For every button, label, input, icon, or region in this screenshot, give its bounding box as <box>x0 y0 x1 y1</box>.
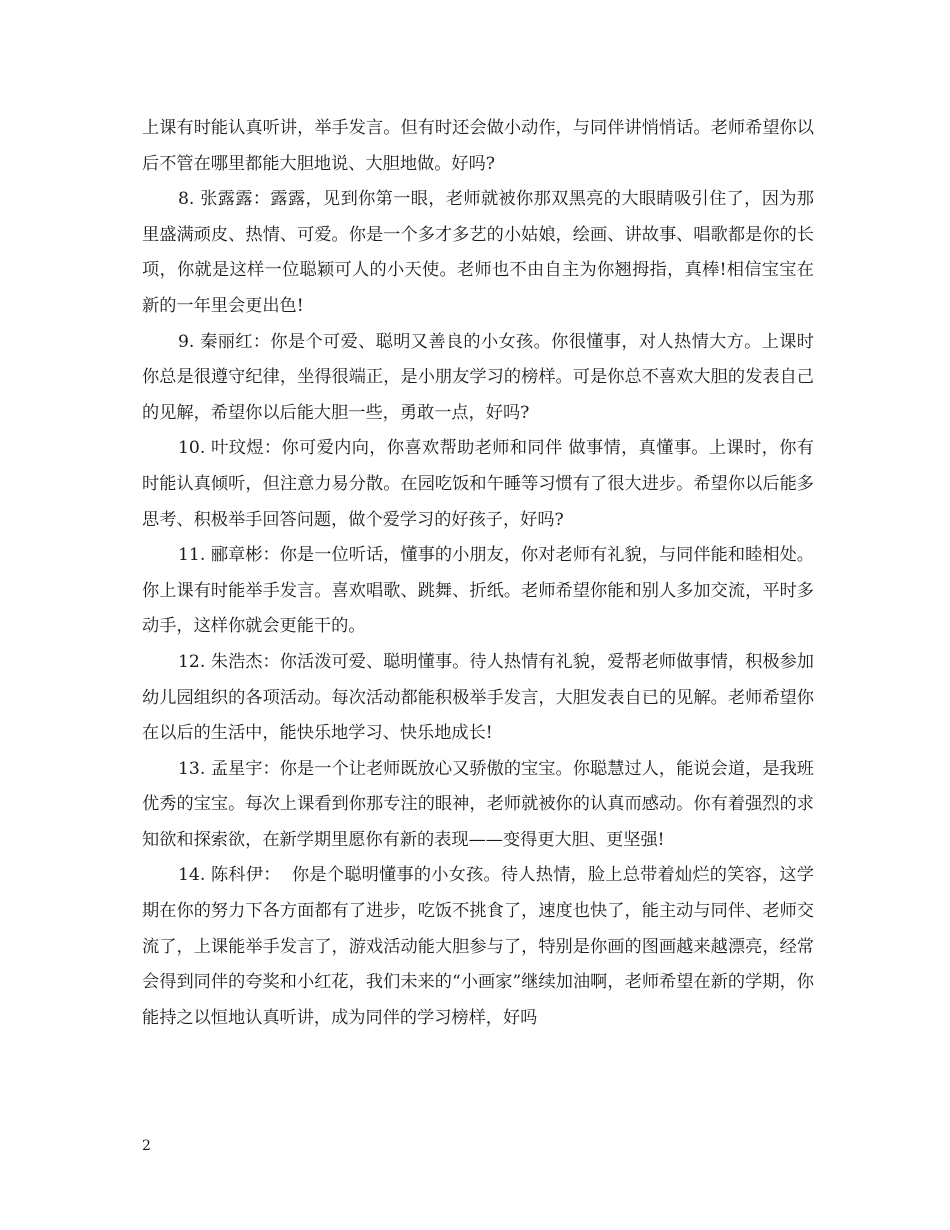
paragraph-comment-11: 11. 郦章彬：你是一位听话，懂事的小朋友，你对老师有礼貌，与同伴能和睦相处。你上课有时能举手发言。喜欢唱歌、跳舞、折纸。老师希望你能和别人多加交流，平时多动手，这样你就会更能干的。 <box>142 545 814 637</box>
paragraph-continuation: 上课有时能认真听讲，举手发言。但有时还会做小动作，与同伴讲悄悄话。老师希望你以后不管在哪里都能大胆地说、大胆地做。好吗? <box>142 118 814 174</box>
paragraph-comment-12: 12. 朱浩杰：你活泼可爱、聪明懂事。待人热情有礼貌，爱帮老师做事情，积极参加幼儿园组织的各项活动。每次活动都能积极举手发言，大胆发表自已的见解。老师希望你在以后的生活中，能快乐地学习、快乐地成长! <box>142 651 814 744</box>
page-number: 2 <box>142 1138 151 1154</box>
paragraph-comment-9: 9. 秦丽红：你是个可爱、聪明又善良的小女孩。你很懂事，对人热情大方。上课时你总是很遵守纪律，坐得很端正，是小朋友学习的榜样。可是你总不喜欢大胆的发表自己的见解，希望你以后能大胆一些，勇敢一点，好吗? <box>142 331 814 423</box>
document-body <box>142 111 814 1036</box>
paragraph-comment-13: 13. 孟星宇：你是一个让老师既放心又骄傲的宝宝。你聪慧过人，能说会道，是我班优秀的宝宝。每次上课看到你那专注的眼神，老师就被你的认真而感动。你有着强烈的求知欲和探索欲，在新学期里愿你有新的表现——变得更大胆、更坚强! <box>142 758 814 850</box>
paragraph-comment-8: 8. 张露露：露露，见到你第一眼，老师就被你那双黑亮的大眼睛吸引住了，因为那里盛满顽皮、热情、可爱。你是一个多才多艺的小姑娘，绘画、讲故事、唱歌都是你的长项，你就是这样一位聪颖可人的小天使。老师也不由自主为你翘拇指，真棒!相信宝宝在新的一年里会更出色! <box>142 189 814 316</box>
paragraph-comment-10: 10. 叶玟煜：你可爱内向，你喜欢帮助老师和同伴 做事情，真懂事。上课时，你有时能认真倾听，但注意力易分散。在园吃饭和午睡等习惯有了很大进步。希望你以后能多思考、积极举手回答问题，做个爱学习的好孩子，好吗? <box>142 438 814 530</box>
paragraph-comment-14: 14. 陈科伊： 你是个聪明懂事的小女孩。待人热情，脸上总带着灿烂的笑容，这学期在你的努力下各方面都有了进步，吃饭不挑食了，速度也快了，能主动与同伴、老师交流了，上课能举手发言了，游戏活动能大胆参与了，特别是你画的图画越来越漂亮，经常会得到同伴的夸奖和小红花，我们未来的“小画家”继续加油啊，老师希望在新的学期，你能持之以恒地认真听讲，成为同伴的学习榜样，好吗 <box>142 865 814 1028</box>
